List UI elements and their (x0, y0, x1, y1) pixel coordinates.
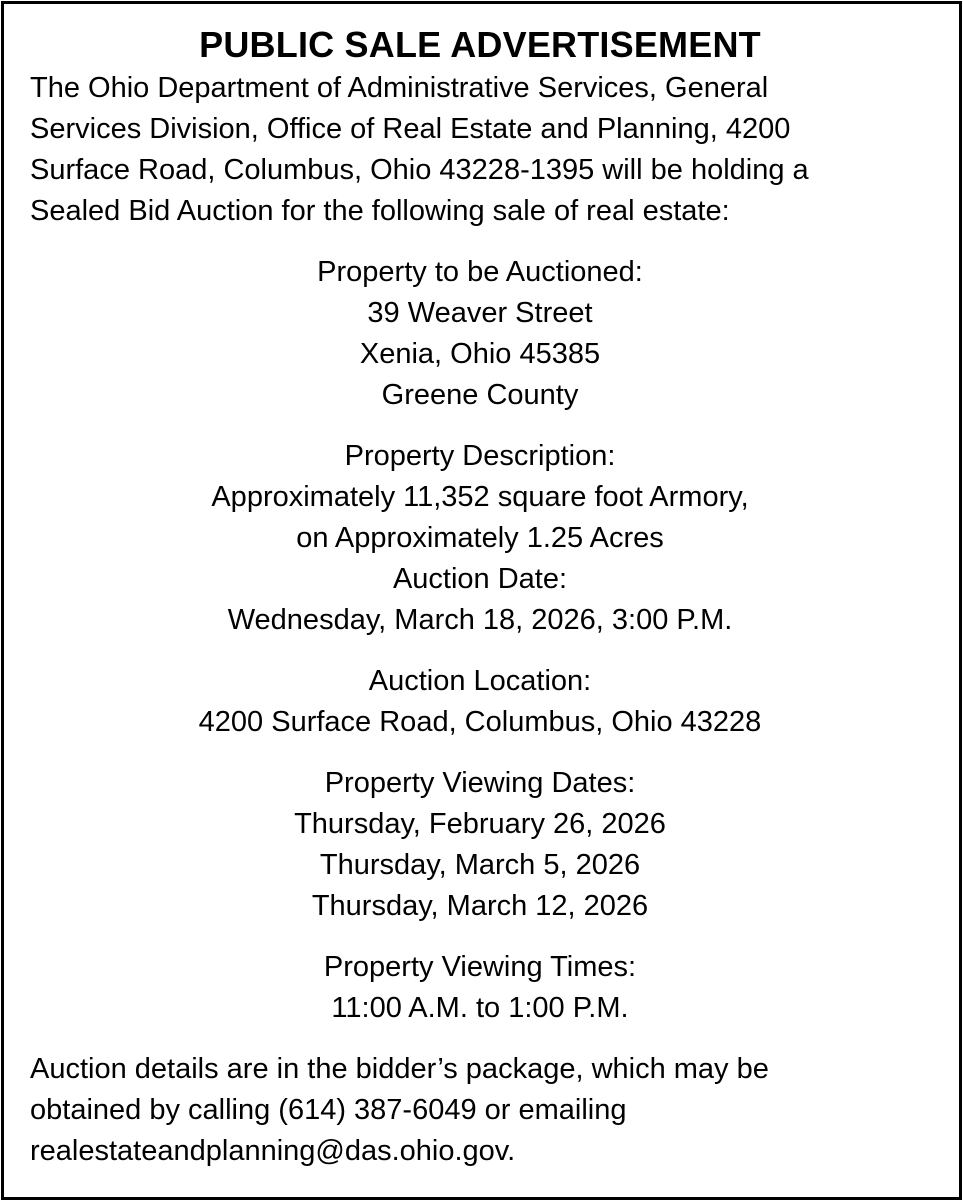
auction-date-value: Wednesday, March 18, 2026, 3:00 P.M. (227, 604, 733, 636)
advertisement-content (30, 22, 930, 1172)
description-block (30, 436, 930, 641)
description-heading: Property Description: (344, 440, 616, 472)
auction-location-value: 4200 Surface Road, Columbus, Ohio 43228 (198, 706, 762, 738)
viewing-date: Thursday, March 5, 2026 (319, 849, 641, 881)
auction-location-heading: Auction Location: (368, 665, 592, 697)
description-line: on Approximately 1.25 Acres (296, 522, 664, 554)
intro-paragraph (30, 68, 930, 232)
property-county: Greene County (381, 379, 579, 411)
viewing-times-value: 11:00 A.M. to 1:00 P.M. (331, 992, 629, 1024)
auction-location-block (30, 661, 930, 743)
viewing-times-heading: Property Viewing Times: (323, 951, 637, 983)
footer-paragraph (30, 1049, 930, 1172)
property-block (30, 252, 930, 416)
page-title: PUBLIC SALE ADVERTISEMENT (199, 24, 761, 65)
intro-line: The Ohio Department of Administrative Services, General (30, 72, 769, 104)
intro-line: Sealed Bid Auction for the following sale of real estate: (30, 195, 730, 227)
viewing-date: Thursday, February 26, 2026 (294, 808, 666, 840)
contact-email: realestateandplanning@das.ohio.gov. (30, 1135, 516, 1167)
footer-line: Auction details are in the bidder’s package, which may be (30, 1053, 769, 1085)
viewing-dates-block (30, 763, 930, 927)
property-heading: Property to be Auctioned: (317, 256, 643, 288)
description-line: Approximately 11,352 square foot Armory, (211, 481, 749, 513)
footer-line: obtained by calling (614) 387-6049 or emailing (30, 1094, 627, 1126)
auction-date-heading: Auction Date: (392, 563, 568, 595)
viewing-times-block (30, 947, 930, 1029)
property-street: 39 Weaver Street (367, 297, 593, 329)
property-city: Xenia, Ohio 45385 (359, 338, 601, 370)
intro-line: Services Division, Office of Real Estate and Planning, 4200 (30, 113, 791, 145)
viewing-dates-heading: Property Viewing Dates: (324, 767, 636, 799)
intro-line: Surface Road, Columbus, Ohio 43228-1395 will be holding a (30, 154, 809, 186)
viewing-date: Thursday, March 12, 2026 (311, 890, 649, 922)
